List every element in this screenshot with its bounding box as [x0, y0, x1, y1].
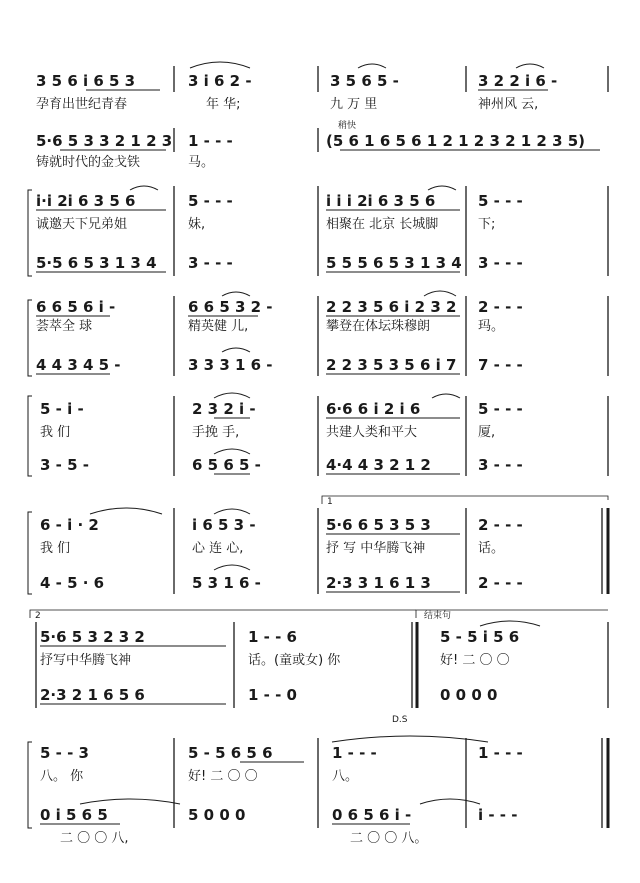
lyrics-3-3: 相聚在 北京 长城脚 [326, 217, 439, 232]
measure-11-3: 5 - 5 i 5 6 [440, 628, 520, 646]
measure-10-1: 4 - 5 · 6 [40, 574, 105, 592]
lyrics-11-2: 话。(童或女) 你 [248, 653, 341, 668]
measure-3-2: 5 - - - [188, 192, 233, 210]
measure-13-3: 1 - - - [332, 744, 377, 762]
system-f [28, 736, 608, 846]
measure-6-2: 3 3 3 1 6 - [188, 356, 273, 374]
lyrics-9-2: 心 连 心, [192, 541, 244, 556]
staff-row-1 [36, 62, 608, 112]
lyrics-7-3: 共建人类和平大 [326, 425, 418, 440]
measure-4-4: 3 - - - [478, 254, 523, 272]
lyrics-1-2: 年 华; [206, 97, 241, 112]
measure-1-1: 3 5 6 i 6 5 3 [36, 72, 136, 90]
measure-4-3: 5 5 5 6 5 3 1 3 4 [326, 254, 462, 272]
tie [420, 799, 480, 804]
lyrics-2-1: 铸就时代的金戈铁 [36, 155, 141, 170]
tie [332, 736, 488, 742]
lyrics-5-2: 精英健 儿, [188, 319, 249, 334]
slur [90, 508, 162, 514]
lyrics-11-3: 好! 二 〇 〇 [440, 653, 510, 668]
measure-8-3: 4·4 4 3 2 1 2 [326, 456, 431, 474]
ending-label: 结束句 [424, 611, 452, 621]
measure-13-1: 5 - - 3 [40, 744, 89, 762]
lyrics-1-1: 孕育出世纪青春 [36, 97, 128, 112]
lyrics-7-1: 我 们 [40, 425, 71, 440]
slur [222, 348, 250, 352]
system-b [28, 291, 608, 376]
measure-11-2: 1 - - 6 [248, 628, 297, 646]
measure-7-1: 5 - i - [40, 400, 84, 418]
lyrics-2-2: 马。 [188, 155, 215, 170]
system-c [28, 393, 608, 476]
lyrics-9-3: 抒 写 中华腾飞神 [326, 541, 426, 556]
lyrics-14-1: 二 〇 〇 八, [60, 831, 129, 846]
system-bracket [28, 512, 32, 594]
measure-6-3: 2 2 3 5 3 5 6 i 7 [326, 356, 457, 374]
lyrics-13-2: 好! 二 〇 〇 [188, 769, 258, 784]
measure-14-1: 0 i 5 6 5 [40, 806, 108, 824]
volta-number-1: 1 [327, 497, 333, 507]
lyrics-1-4: 神州风 云, [478, 97, 539, 112]
measure-9-2: i 6 5 3 - [192, 516, 256, 534]
measure-14-4: i - - - [478, 806, 518, 824]
measure-2-1: 5·6 5 3 3 2 1 2 3 [36, 132, 173, 150]
system-e [30, 609, 608, 725]
measure-12-3: 0 0 0 0 [440, 686, 498, 704]
lyrics-7-4: 厦, [478, 425, 496, 440]
measure-5-2: 6 6 5 3 2 - [188, 298, 273, 316]
lyrics-5-3: 攀登在体坛珠穆朗 [326, 319, 431, 334]
slur [190, 62, 250, 68]
measure-13-2: 5 - 5 6 5 6 [188, 744, 273, 762]
measure-10-2: 5 3 1 6 - [192, 574, 261, 592]
system-bracket [28, 396, 32, 476]
measure-6-1: 4 4 3 4 5 - [36, 356, 121, 374]
staff-row-2 [36, 119, 600, 170]
lyrics-11-1: 抒写中华腾飞神 [40, 653, 132, 668]
lyrics-9-1: 我 们 [40, 541, 71, 556]
volta-number-2: 2 [35, 611, 41, 621]
measure-3-1: i·i 2i 6 3 5 6 [36, 192, 136, 210]
measure-10-4: 2 - - - [478, 574, 523, 592]
slur [214, 449, 250, 454]
slur [428, 186, 456, 190]
lyrics-5-4: 玛。 [478, 319, 505, 334]
measure-8-4: 3 - - - [478, 456, 523, 474]
slur [516, 64, 544, 68]
measure-9-3: 5·6 6 5 3 5 3 [326, 516, 431, 534]
slur [432, 394, 460, 398]
measure-4-2: 3 - - - [188, 254, 233, 272]
slur [358, 64, 386, 68]
measure-7-3: 6·6 6 i 2 i 6 [326, 400, 421, 418]
measure-11-1: 5·6 5 3 2 3 2 [40, 628, 145, 646]
system-d [28, 496, 608, 594]
lyrics-7-2: 手挽 手, [192, 425, 240, 440]
measure-1-2: 3 i 6 2 - [188, 72, 252, 90]
measure-1-3: 3 5 6 5 - [330, 72, 399, 90]
lyrics-13-3: 八。 [332, 769, 359, 784]
lyrics-13-1: 八。 你 [40, 769, 84, 784]
slur [480, 621, 540, 626]
slur [214, 509, 250, 514]
volta-bracket-1 [322, 496, 608, 504]
lyrics-3-2: 妹, [188, 217, 206, 232]
tempo-mark: 稍快 [338, 121, 357, 131]
slur [130, 186, 158, 190]
measure-7-4: 5 - - - [478, 400, 523, 418]
dal-segno-mark: D.S [392, 715, 408, 725]
lyrics-5-1: 荟萃全 球 [36, 319, 93, 334]
measure-8-1: 3 - 5 - [40, 456, 89, 474]
measure-5-3: 2 2 3 5 6 i 2 3 2 [326, 298, 457, 316]
measure-3-3: i i i 2i 6 3 5 6 [326, 192, 436, 210]
measure-12-1: 2·3 2 1 6 5 6 [40, 686, 145, 704]
lyrics-1-3: 九 万 里 [330, 97, 378, 112]
measure-14-3: 0 6 5 6 i - [332, 806, 412, 824]
measure-3-4: 5 - - - [478, 192, 523, 210]
slur [424, 291, 456, 296]
measure-1-4: 3 2 2 i 6 - [478, 72, 558, 90]
slur [214, 565, 250, 570]
measure-2-3: (5 6 1 6 5 6 1 2 1 2 3 2 1 2 3 5) [326, 132, 586, 150]
system-bracket [28, 190, 32, 276]
measure-10-3: 2·3 3 1 6 1 3 [326, 574, 431, 592]
measure-9-1: 6 - i · 2 [40, 516, 99, 534]
measure-13-4: 1 - - - [478, 744, 523, 762]
slur [222, 292, 250, 296]
measure-14-2: 5 0 0 0 [188, 806, 246, 824]
system-bracket [28, 742, 32, 828]
measure-5-1: 6 6 5 6 i - [36, 298, 116, 316]
measure-2-2: 1 - - - [188, 132, 233, 150]
measure-5-4: 2 - - - [478, 298, 523, 316]
measure-8-2: 6 5 6 5 - [192, 456, 261, 474]
lyrics-14-3: 二 〇 〇 八。 [350, 831, 428, 846]
system-a [28, 186, 608, 276]
lyrics-3-1: 诚邀天下兄弟姐 [36, 217, 128, 232]
system-bracket [28, 300, 32, 376]
lyrics-3-4: 下; [478, 217, 496, 232]
measure-7-2: 2 3 2 i - [192, 400, 256, 418]
measure-4-1: 5·5 6 5 3 1 3 4 [36, 254, 157, 272]
volta-bracket-2 [30, 610, 416, 618]
measure-6-4: 7 - - - [478, 356, 523, 374]
slur [214, 393, 250, 398]
tie [80, 799, 180, 804]
measure-9-4: 2 - - - [478, 516, 523, 534]
measure-12-2: 1 - - 0 [248, 686, 297, 704]
lyrics-9-4: 话。 [478, 541, 505, 556]
